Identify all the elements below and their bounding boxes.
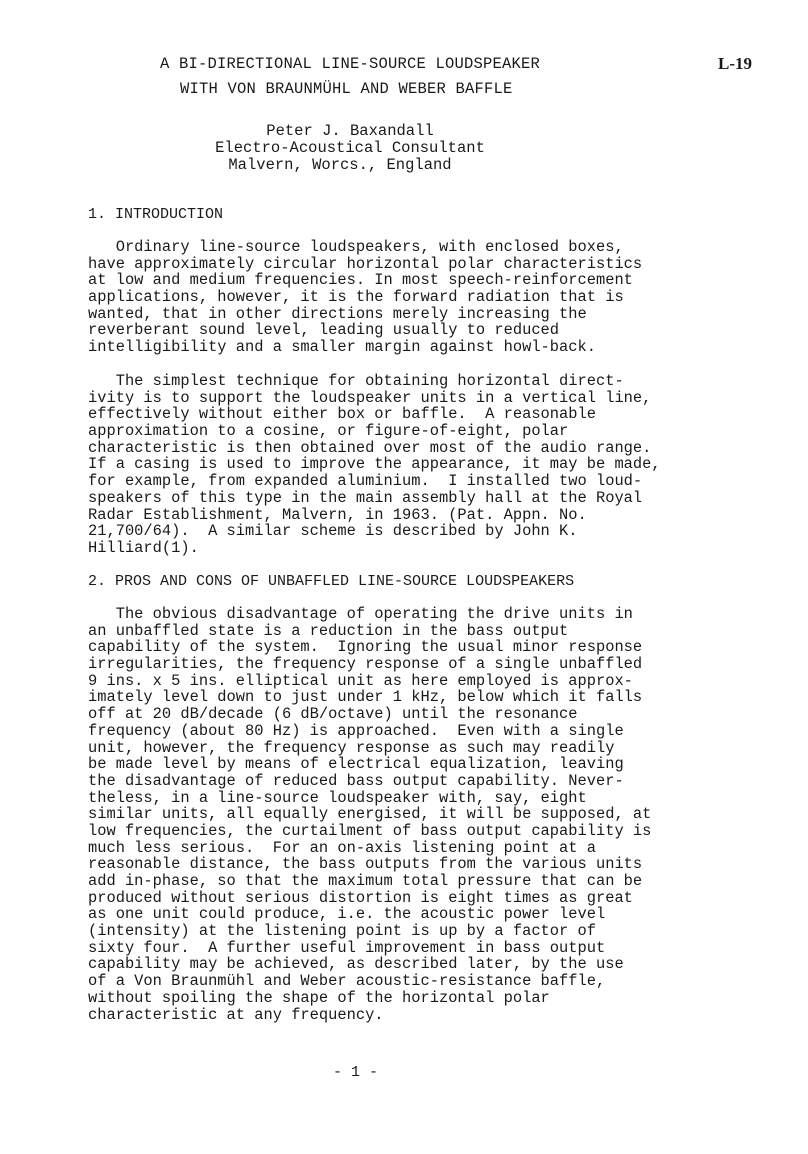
text-line: unit, however, the frequency response as such may readily xyxy=(88,738,615,757)
text-line: characteristic at any frequency. xyxy=(88,1005,384,1024)
author-role: Electro-Acoustical Consultant xyxy=(215,139,485,157)
text-line: produced without serious distortion is eight times as great xyxy=(88,888,633,907)
text-line: applications, however, it is the forward radiation that is xyxy=(88,288,624,307)
text-line: reasonable distance, the bass outputs from the various units xyxy=(88,855,643,874)
text-line: Ordinary line-source loudspeakers, with enclosed boxes, xyxy=(88,238,624,256)
text-line: 21,700/64). A similar scheme is described by John K. xyxy=(88,522,578,541)
text-line: frequency (about 80 Hz) is approached. Even with a single xyxy=(88,721,624,740)
text-line: imately level down to just under 1 kHz, below which it falls xyxy=(88,688,643,707)
text-line: the disadvantage of reduced bass output capability. Never- xyxy=(88,771,624,790)
text-line: irregularities, the frequency response of a single unbaffled xyxy=(88,655,643,674)
text-line: characteristic is then obtained over most of the audio range. xyxy=(88,438,652,457)
text-line: low frequencies, the curtailment of bass output capability is xyxy=(88,821,652,840)
text-line: without spoiling the shape of the horizontal polar xyxy=(88,988,550,1007)
text-line: capability of the system. Ignoring the usual minor response xyxy=(88,638,643,657)
section-heading: 2. PROS AND CONS OF UNBAFFLED LINE-SOURCE LOUDSPEAKERS xyxy=(88,573,575,590)
text-line: 9 ins. x 5 ins. elliptical unit as here employed is approx- xyxy=(88,671,633,690)
text-line: sixty four. A further useful improvement in bass output xyxy=(88,938,606,957)
text-line: If a casing is used to improve the appearance, it may be made, xyxy=(88,455,661,474)
text-line: capability may be achieved, as described later, by the use xyxy=(88,955,624,974)
page-number: - 1 - xyxy=(333,1064,379,1081)
title-line-2: WITH VON BRAUNMÜHL AND WEBER BAFFLE xyxy=(180,80,513,98)
text-line: of a Von Braunmühl and Weber acoustic-resistance baffle, xyxy=(88,972,606,991)
author-name: Peter J. Baxandall xyxy=(266,122,434,140)
text-line: wanted, that in other directions merely increasing the xyxy=(88,304,587,323)
text-line: an unbaffled state is a reduction in the bass output xyxy=(88,621,569,640)
text-line: The simplest technique for obtaining horizontal direct- xyxy=(88,372,624,390)
text-line: intelligibility and a smaller margin against howl-back. xyxy=(88,338,596,357)
text-line: approximation to a cosine, or figure-of-eight, polar xyxy=(88,422,569,441)
text-line: Hilliard(1). xyxy=(88,538,199,557)
text-line: off at 20 dB/decade (6 dB/octave) until the resonance xyxy=(88,705,578,724)
text-line: ivity is to support the loudspeaker units in a vertical line, xyxy=(88,388,652,407)
paragraph xyxy=(88,606,651,1023)
title-line-1: A BI-DIRECTIONAL LINE-SOURCE LOUDSPEAKER xyxy=(160,55,541,73)
text-line: theless, in a line-source loudspeaker with, say, eight xyxy=(88,788,587,807)
text-line: have approximately circular horizontal polar characteristics xyxy=(88,254,643,273)
text-line: effectively without either box or baffle. A reasonable xyxy=(88,405,596,424)
paragraph xyxy=(88,373,661,557)
text-line: similar units, all equally energised, it will be supposed, at xyxy=(88,805,652,824)
text-line: reverberant sound level, leading usually to reduced xyxy=(88,321,560,340)
text-line: for example, from expanded aluminium. I installed two loud- xyxy=(88,472,643,491)
paper-code: L-19 xyxy=(718,54,752,73)
text-line: add in-phase, so that the maximum total pressure that can be xyxy=(88,872,643,890)
text-line: at low and medium frequencies. In most speech-reinforcement xyxy=(88,271,633,290)
text-line: speakers of this type in the main assembly hall at the Royal xyxy=(88,488,643,507)
text-line: as one unit could produce, i.e. the acoustic power level xyxy=(88,905,606,924)
text-line: be made level by means of electrical equalization, leaving xyxy=(88,755,624,774)
author-location: Malvern, Worcs., England xyxy=(228,156,452,174)
paragraph xyxy=(88,239,642,356)
text-line: (intensity) at the listening point is up by a factor of xyxy=(88,922,596,941)
text-line: The obvious disadvantage of operating the drive units in xyxy=(88,605,633,623)
text-line: Radar Establishment, Malvern, in 1963. (Pat. Appn. No. xyxy=(88,505,587,524)
text-line: much less serious. For an on-axis listening point at a xyxy=(88,838,596,857)
section-heading: 1. INTRODUCTION xyxy=(88,206,224,223)
